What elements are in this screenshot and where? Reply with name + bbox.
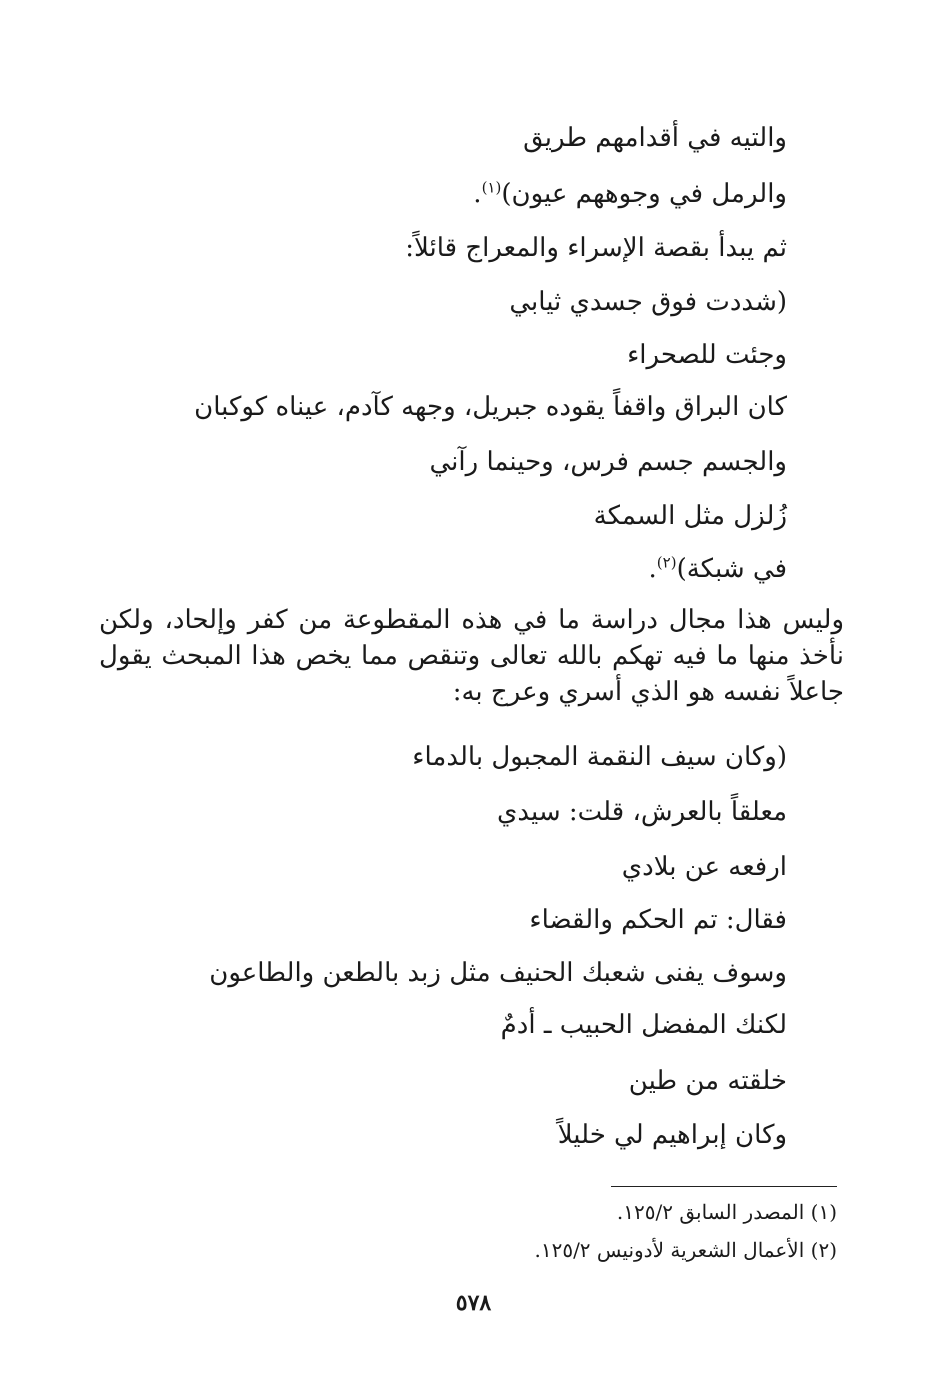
poem-intro-line: ثم يبدأ بقصة الإسراء والمعراج قائلاً:: [405, 233, 787, 263]
poem-line: في شبكة)$^{(٢)}$.: [648, 553, 787, 584]
poem-line: معلقاً بالعرش، قلت: سيدي: [497, 797, 787, 827]
footnote-number: (٢): [810, 1238, 837, 1262]
footnote-number: (١): [810, 1200, 837, 1224]
poem-line: وكان إبراهيم لي خليلاً: [557, 1120, 787, 1150]
footnote-ref: (٢): [656, 553, 677, 572]
poem-line: لكنك المفضل الحبيب ـ أدمٌ: [500, 1010, 787, 1040]
poem-line: والرمل في وجوههم عيون)$^{(١)}$.: [473, 178, 787, 209]
poem-line: كان البراق واقفاً يقوده جبريل، وجهه كآدم، عيناه كوكبان: [194, 392, 787, 422]
poem-line: خلقته من طين: [628, 1066, 787, 1096]
poem-line: والجسم جسم فرس، وحينما رآني: [429, 447, 787, 477]
footnote-divider: [611, 1186, 837, 1187]
poem-line: زُلزل مثل السمكة: [593, 501, 787, 531]
footnote-text: المصدر السابق ١٢٥/٢.: [616, 1200, 805, 1224]
prose-paragraph: وليس هذا مجال دراسة ما في هذه المقطوعة من كفر وإلحاد، ولكن نأخذ منها ما فيه تهكم بالله تعالى وتنقص مما يخص هذا المبحث يقول جاعلاً نفسه هو الذي أسري وعرج به:: [99, 605, 844, 707]
poem-line: (شددت فوق جسدي ثيابي: [509, 287, 787, 317]
footnote: [534, 1236, 837, 1264]
footnote: [617, 1198, 837, 1226]
page-number: ٥٧٨: [455, 1290, 492, 1316]
poem-line: فقال: تم الحكم والقضاء: [529, 905, 787, 935]
poem-line: والتيه في أقدامهم طريق: [523, 123, 787, 153]
poem-line: وجئت للصحراء: [627, 340, 787, 370]
poem-line: وسوف يفنى شعبك الحنيف مثل زبد بالطعن والطاعون: [209, 958, 787, 988]
poem-line: (وكان سيف النقمة المجبول بالدماء: [412, 742, 787, 772]
footnote-ref: (١): [481, 178, 502, 197]
footnote-text: الأعمال الشعرية لأدونيس ١٢٥/٢.: [534, 1238, 805, 1262]
poem-line: ارفعه عن بلادي: [621, 852, 787, 882]
